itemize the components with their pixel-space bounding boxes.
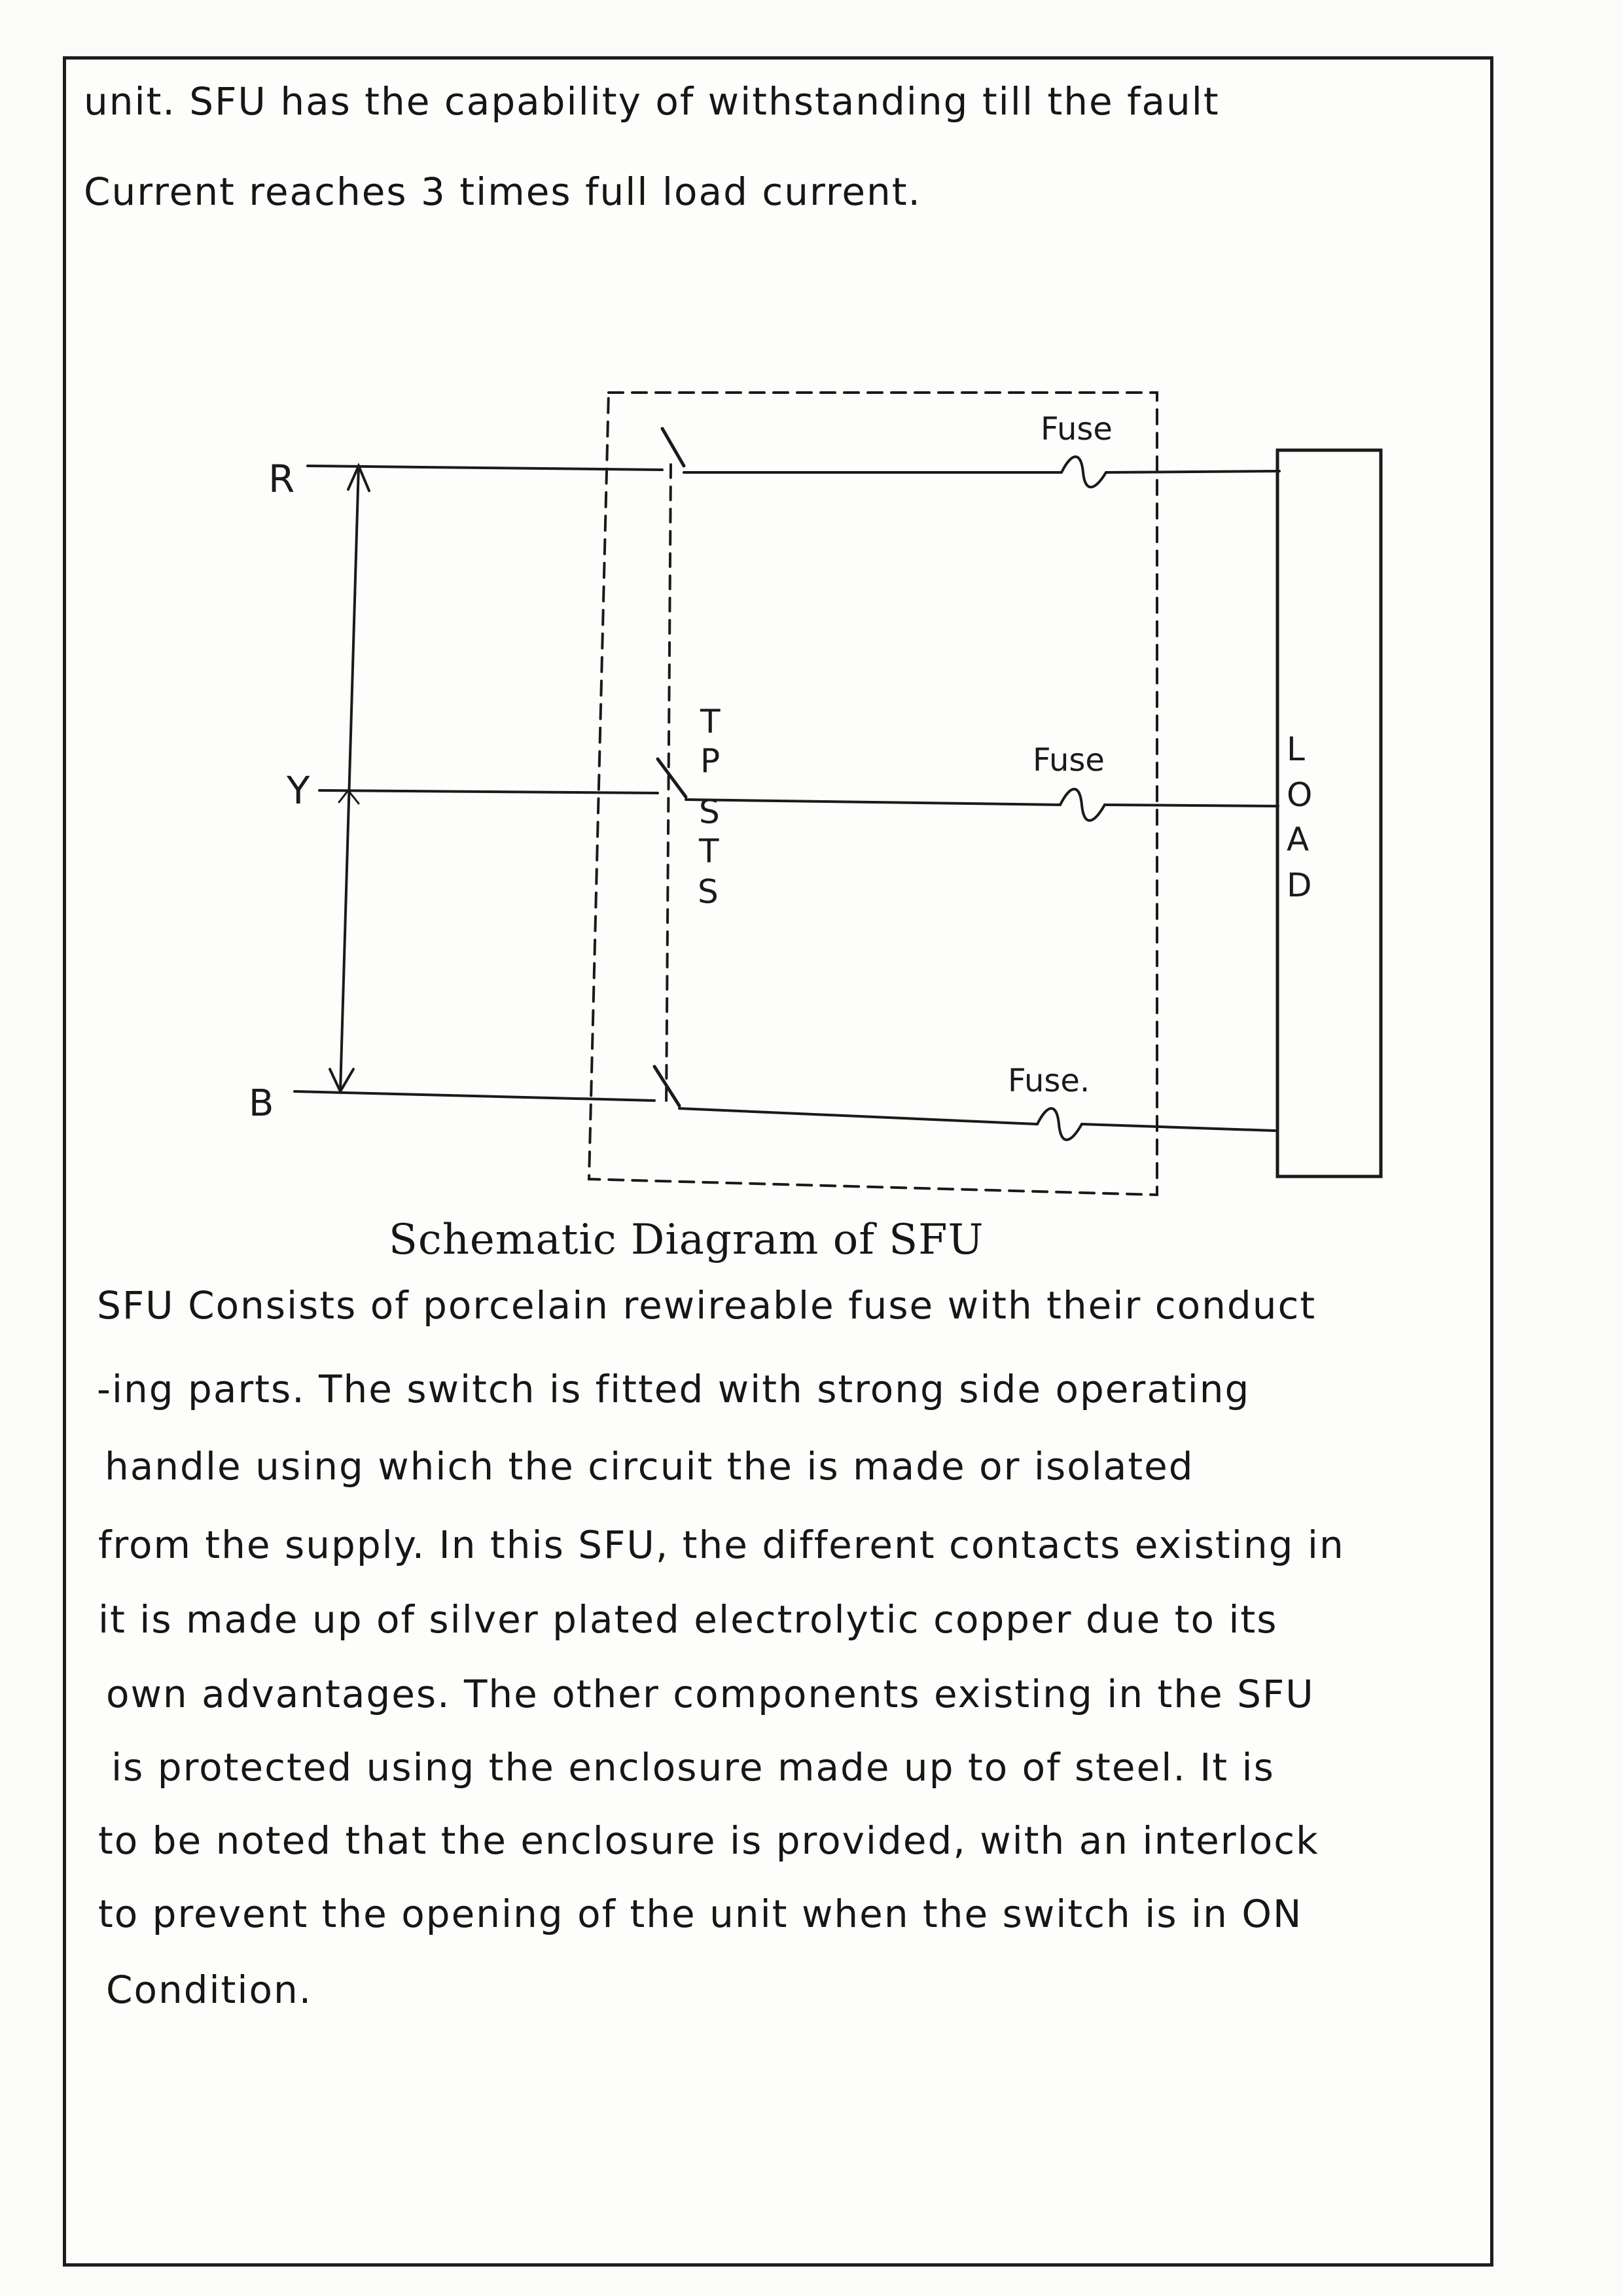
load-letter-3: A (1287, 821, 1310, 858)
body-line-8: to be noted that the enclosure is provided, with an interlock (98, 1818, 1319, 1863)
phase-label-r: R (268, 457, 295, 501)
fuse-label-y: Fuse (1033, 742, 1105, 779)
body-line-9: to prevent the opening of the unit when the switch is in ON (98, 1892, 1303, 1936)
body-line-1: SFU Consists of porcelain rewireable fuse with their conduct (97, 1283, 1317, 1328)
fuse-label-b: Fuse. (1008, 1063, 1090, 1099)
phase-voltage-arrow (330, 466, 369, 1091)
body-line-2: -ing parts. The switch is fitted with strong side operating (97, 1367, 1251, 1411)
body-line-6: own advantages. The other components existing in the SFU (106, 1672, 1315, 1716)
phase-label-b: B (249, 1082, 274, 1125)
load-letter-2: O (1287, 776, 1313, 814)
load-letter-4: D (1287, 866, 1312, 904)
tpst-letter-3: S (699, 793, 720, 831)
phase-label-y: Y (287, 768, 310, 813)
top-line-1: unit. SFU has the capability of withstanding till the fault (84, 79, 1220, 124)
b-phase-conductor (294, 1067, 1275, 1140)
body-line-5: it is made up of silver plated electrolytic copper due to its (98, 1597, 1278, 1642)
body-line-4: from the supply. In this SFU, the different contacts existing in (98, 1523, 1345, 1567)
y-phase-conductor (319, 759, 1278, 821)
body-line-3: handle using which the circuit the is made or isolated (105, 1444, 1194, 1489)
body-line-7: is protected using the enclosure made up to of steel. It is (111, 1745, 1275, 1790)
tpst-letter-2: P (700, 742, 721, 780)
body-line-10: Condition. (106, 1968, 313, 2012)
tpst-letter-4: T (699, 832, 719, 870)
r-phase-conductor (308, 429, 1279, 487)
tpst-letter-5: S (698, 873, 719, 911)
switch-ganging-line (666, 465, 671, 1109)
load-letter-1: L (1287, 730, 1305, 768)
tpst-letter-1: T (700, 703, 721, 741)
top-line-2: Current reaches 3 times full load current. (84, 169, 921, 214)
fuse-label-r: Fuse (1041, 411, 1113, 448)
diagram-caption: Schematic Diagram of SFU (389, 1216, 984, 1264)
